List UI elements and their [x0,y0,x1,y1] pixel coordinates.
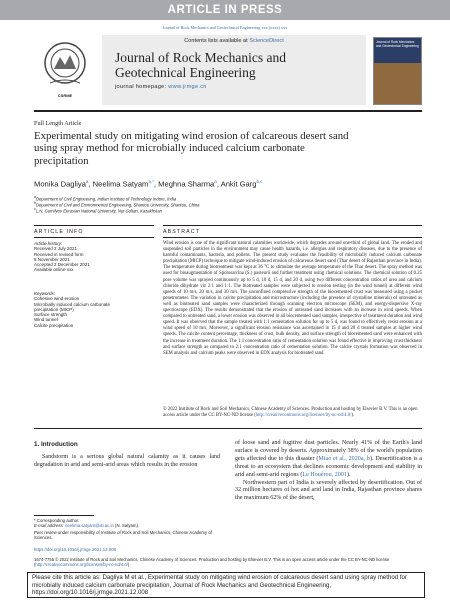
issn-text: 1674-7755 © 2022 Institute of Rock and Soil Mechanics, Chinese Academy of Sciences. Production and hosting by Elsevier B.V. This is an open access article under the CC BY-NC-ND license ( [34,557,390,567]
citation-box: Please cite this article as: Dagliya M et al., Experimental study on mitigating wind erosion of calcareous desert sand using spray method for microbially induced calcium carbonate precipitation, Journal of Rock Mechanics and Geotechnical Engineering, https://doi.org/10.1016/j.jrmge.2021.12.008 [27,572,425,598]
history-item: 8 November 2021 [34,256,70,262]
history-item: Accepted 2 December 2021 [34,262,90,268]
issn-end: ). [127,562,131,567]
body-text: ). Desertification is a threat to an ecosystem that declines economic development and stability in arid and semi-arid regions ( [235,455,423,478]
author-affil-mark: a [85,179,89,184]
history-label: Article history: [34,241,63,246]
history-item: Received in revised form [34,251,84,257]
society-emblem-icon [40,39,90,91]
footnote-rule [34,515,94,516]
email-label: E-mail address: [34,523,66,528]
introduction-paragraph: Sandstorm is a serious global natural calamity as it causes land degradation in arid and semi-arid areas which results in the erosion [34,454,220,468]
journal-masthead [34,35,422,110]
keyword: Microbially induced calcium carbonate [34,301,111,307]
author-name[interactable]: Neelima Satyam [92,179,149,189]
article-title [34,130,419,167]
abstract-heading: ABSTRACT [163,229,201,235]
sciencedirect-link[interactable]: ScienceDirect [249,38,284,44]
article-info-rule [34,237,154,238]
running-citation: Journal of Rock Mechanics and Geotechnical Engineering xxx (xxxx) xxx [162,25,288,30]
issn-license-link[interactable]: http://creativecommons.org/licenses/by-nc-nd/4.0/ [35,562,128,567]
body-paragraph [235,440,422,480]
author-affil-mark: b,c [256,179,263,184]
history-item: Available online xxx [34,267,74,273]
author-name[interactable]: Meghna Sharma [158,179,215,189]
email-owner: (N. Satyam). [113,523,140,528]
article-type: Full Length Article [34,120,82,127]
contents-line [102,38,366,44]
affiliation-mark: c [34,207,36,211]
body-text: of loose sand and fugitive dust particles. Nearly 41% of the Earth's land surface is covered by deserts. Approximately 38% of the world's population gets affected due to this disaster ( [235,440,422,462]
journal-title-line: Journal of Rock Mechanics and [115,50,286,65]
homepage-prefix: journal homepage: [115,84,169,90]
introduction-heading: 1. Introduction [34,441,78,448]
article-info-heading: ARTICLE INFO [34,229,84,235]
abstract-bottom-rule [34,428,422,429]
reference-link[interactable]: Miao et al., 2020a, b [318,455,370,462]
author-affil-mark: a,* [148,179,154,184]
article-history [34,241,154,273]
doi-link[interactable]: https://doi.org/10.1016/j.jrmge.2021.12.008 [34,547,116,552]
introduction-right-column [235,440,422,503]
email-link[interactable]: neelima.satyam@iiti.ac.in [65,523,114,528]
affiliation-text: Department of Civil Engineering, Indian Institute of Technology Indore, India [35,196,177,202]
affiliation-text: Department of Civil and Environmental Engineering, Shantou University, Shantou, China [35,202,200,208]
body-paragraph: Northwestern part of India is severely affected by desertification. Out of 32 million hectares of hot and arid land in India, Rajasthan province shares the maximum 62% of the desert, [235,479,422,502]
corresponding-footnote: * Corresponding author. [34,518,80,523]
keyword: Calcite precipitation [34,322,74,328]
peer-review-footnote: Peer review under responsibility of Institute of Rock and Soil Mechanics, Chinese Academy of Sciences. [34,530,212,540]
keyword: Surface strength [34,312,68,318]
email-footnote [34,523,220,528]
body-text: ). [346,471,351,478]
license-link[interactable]: http://creativecommons.org/licenses/by-nc-nd/4.0/ [255,413,352,419]
author-affil-mark: a [214,179,217,184]
author-name[interactable]: Ankit Garg [220,179,257,189]
history-item: Received 2 July 2021 [34,246,78,252]
journal-title-line: Geotechnical Engineering [115,65,256,80]
keywords [34,291,154,328]
affiliation-mark: b [34,201,36,205]
reference-link[interactable]: Le Houérou, 2001 [302,471,347,478]
cover-title: Journal of Rock Mechanics and Geotechnical Engineering [376,40,419,48]
contents-prefix: Contents lists available at [184,38,250,44]
homepage-link[interactable]: www.jrmge.cn [168,84,207,90]
copyright-end: ). [351,413,355,419]
journal-title [102,50,366,80]
journal-cover-thumbnail [373,37,422,105]
masthead-center [102,35,366,105]
affiliation-mark: a [34,195,36,199]
copyright-text: © 2022 Institute of Rock and Soil Mechanics, Chinese Academy of Sciences. Production and hosting by Elsevier B.V. This is an open access article under the CC BY-NC-ND license ( [163,407,418,419]
author-name[interactable]: Monika Dagliya [34,179,86,189]
affiliation [34,207,424,213]
keyword: Cohesive wind erosion [34,296,80,302]
abstract-rule [163,237,422,238]
copyright-notice [163,407,422,419]
masthead-rule [34,110,422,112]
issn-line [34,557,424,567]
title-line: using spray method for microbially induced calcium carbonate [34,142,305,155]
keyword: Wind tunnel [34,317,58,323]
abstract-text: Wind erosion is one of the significant natural calamities worldwide, which degrades around one-third of global land. The eroded and suspended soil particles in the environment may cause health hazards, i.e. allergies and respiratory diseases, due to the presence of harmful contaminants, bacteria, and pollens. The present study evaluates the feasibility of microbially induced calcium carbonate precipitation (MICP) technique to mitigate wind-induced erosion of calcareous desert sand (Thar desert of Rajasthan province in India). The temperature during biotreatment was kept at 36 °C to stimulate the average temperature of the Thar desert. The spray method was used for bioaugmentation of Sporosarcina (S.) pasteurii and further treatment using chemical solutions. The chemical solution of 0.25 pore volume was sprayed continuously up to 5 d, 10 d, 15 d, and 20 d, using two different concentration ratios of urea and calcium chloride dihydrate viz 2:1 and 1:1. The biotreated samples were subjected to erosion testing (in the wind tunnel) at different wind speeds of 10 m/s, 20 m/s, and 30 m/s. The unconfined compressive strength of the biocemented crust was measured using a pocket penetrometer. The variation in calcite precipitation and microstructure (including the presence of crystalline minerals) of untreated as well as biotreated sand samples were characterized through scanning electron microscope (SEM), and energy-dispersive X-ray spectroscope (EDX). The results demonstrated that the erosion of untreated sand increases with an increase in wind speeds. When compared to untreated sand, a lower erosion was observed in all biocemented sand samples, irrespective of treatment duration and wind speed. It was observed that the sample treated with 1:1 cementation solution for up to 5 d, was found to effectively resist erosion at a wind speed of 10 m/s. Moreover, a significant erosion resistance was ascertained in 15 d and 20 d treated samples at higher wind speeds. The calcite content percentage, thickness of crust, bulk density, and surface strength of biocemented sand were enhanced with the increase in treatment duration. The 1:1 concentration ratio of cementation solution was found effective in improving crust thickness and surface strength as compared to 2:1 concentration ratio of cementation solution. The calcite crystals formation was observed in SEM analysis and calcium peaks were observed in EDX analysis for biotreated sand. [163,241,422,356]
author-list: Monika Dagliya$^a$, Neelima Satyam$^{a,*}$, Meghna Sharma$^a$, Ankit Garg$^{b,c}$ [34,179,263,189]
publisher-logo [34,35,96,105]
journal-homepage [102,84,366,90]
affiliation-text: L.N. Gumilyov Eurasian National University, Nur-Sultan, Kazakhstan [35,208,162,214]
abstract-rule [163,225,422,226]
keywords-label: Keywords: [34,291,56,296]
title-line: Experimental study on mitigating wind erosion of calcareous desert sand [34,130,349,142]
keyword: precipitation (MICP) [34,306,74,312]
title-line: precipitation [34,154,89,167]
emblem-caption: CSRME [57,93,73,98]
article-info-rule [34,225,154,226]
article-in-press-banner: ARTICLE IN PRESS [0,0,450,20]
